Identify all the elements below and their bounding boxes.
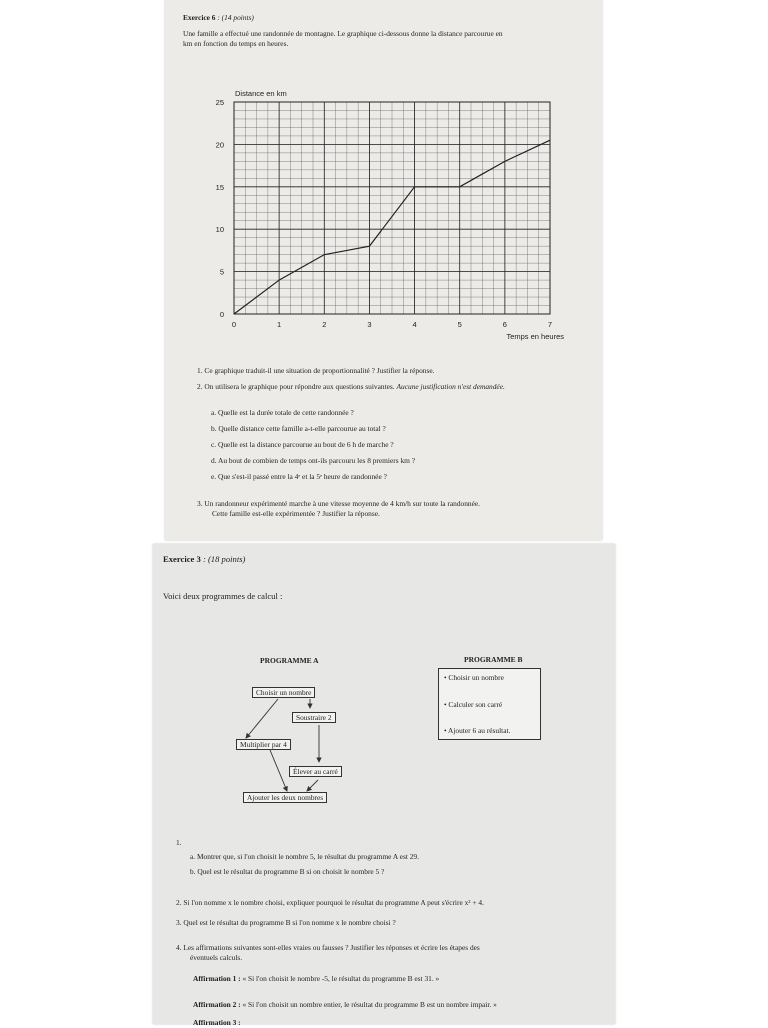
chart-grid-minor — [234, 102, 550, 314]
ex3-question-1: 1. — [176, 838, 182, 847]
ex3-question-1b: b. Quel est le résultat du programme B si on choisit le nombre 5 ? — [190, 867, 385, 876]
ex6-question-2-text: 2. On utilisera le graphique pour répondre aux questions suivantes. — [197, 382, 395, 391]
program-b-title: PROGRAMME B — [464, 655, 523, 664]
affirmation-1-label: Affirmation 1 : — [193, 974, 241, 983]
ex3-points: : (18 points) — [202, 554, 246, 564]
ex6-points: : (14 points) — [217, 13, 254, 22]
affirmation-3 — [193, 1018, 241, 1028]
ex6-question-2c: c. Quelle est la distance parcourue au bout de 6 h de marche ? — [211, 440, 394, 449]
x-tick-label: 1 — [277, 320, 282, 329]
x-tick-label: 0 — [231, 320, 237, 329]
ex3-question-2: 2. Si l'on nomme x le nombre choisi, expliquer pourquoi le résultat du programme A peut s'écrire x² + 4. — [176, 898, 484, 907]
ex3-question-3: 3. Quel est le résultat du programme B si l'on nomme x le nombre choisi ? — [176, 918, 396, 927]
ex6-question-2b: b. Quelle distance cette famille a-t-elle parcourue au total ? — [211, 424, 386, 433]
ex6-question-2a: a. Quelle est la durée totale de cette randonnée ? — [211, 408, 354, 417]
y-tick-label: 5 — [219, 267, 224, 277]
y-tick-label: 0 — [219, 310, 224, 319]
x-tick-label: 5 — [457, 320, 462, 329]
ex3-intro: Voici deux programmes de calcul : — [163, 591, 283, 601]
y-tick-label: 10 — [215, 225, 224, 235]
program-a-step-subtract: Soustraire 2 — [292, 712, 336, 723]
y-tick-label: 15 — [215, 182, 224, 192]
x-axis-label: Temps en heures — [506, 332, 564, 341]
ex3-question-4-line1: 4. Les affirmations suivantes sont-elles vraies ou fausses ? Justifier les réponses et écrire les étapes des — [176, 943, 480, 952]
x-tick-label: 6 — [502, 320, 507, 329]
ex6-intro-line1: Une famille a effectué une randonnée de montagne. Le graphique ci-dessous donne la distance parcourue en — [183, 29, 503, 38]
ex6-question-3-line1: 3. Un randonneur expérimenté marche à une vitesse moyenne de 4 km/h sur toute la randonnée. — [197, 499, 481, 508]
ex3-title — [163, 553, 245, 565]
ex6-intro-line2: km en fonction du temps en heures. — [183, 39, 289, 48]
x-tick-label: 4 — [412, 320, 417, 329]
ex6-title — [183, 13, 254, 23]
affirmation-3-label: Affirmation 3 : — [193, 1018, 241, 1027]
affirmation-2-text: « Si l'on choisit un nombre entier, le résultat du programme B est un nombre impair. » — [242, 1000, 497, 1009]
ex6-question-2-note: Aucune justification n'est demandée. — [396, 382, 505, 391]
ex6-heading: Exercice 6 — [183, 13, 216, 22]
ex6-question-3-line2: Cette famille est-elle expérimentée ? Justifier la réponse. — [212, 509, 380, 518]
x-tick-label: 3 — [367, 320, 372, 329]
program-a-step-square: Élever au carré — [289, 766, 342, 777]
ex6-question-1: 1. Ce graphique traduit-il une situation de proportionnalité ? Justifier la réponse. — [197, 366, 435, 375]
program-b-step-1: • Choisir un nombre — [444, 673, 504, 682]
affirmation-2-label: Affirmation 2 : — [193, 1000, 241, 1009]
ex3-heading: Exercice 3 — [163, 554, 201, 564]
y-tick-label: 25 — [215, 98, 224, 107]
program-a-step-multiply: Multiplier par 4 — [236, 739, 291, 750]
affirmation-1 — [193, 974, 439, 984]
x-tick-label: 2 — [322, 320, 327, 329]
distance-time-chart — [195, 84, 565, 346]
program-b-box — [438, 668, 541, 740]
ex6-question-2d: d. Au bout de combien de temps ont-ils parcouru les 8 premiers km ? — [211, 456, 416, 465]
y-axis-label: Distance en km — [235, 89, 287, 98]
y-tick-label: 20 — [215, 140, 224, 150]
program-b-step-2: • Calculer son carré — [444, 700, 503, 709]
ex3-question-1a: a. Montrer que, si l'on choisit le nombre 5, le résultat du programme A est 29. — [190, 852, 419, 861]
affirmation-1-text: « Si l'on choisit le nombre -5, le résultat du programme B est 31. » — [242, 974, 440, 983]
ex6-question-2e: e. Que s'est-il passé entre la 4ᵉ et la 5ᵉ heure de randonnée ? — [211, 472, 387, 481]
affirmation-2 — [193, 1000, 497, 1010]
program-b-step-3: • Ajouter 6 au résultat. — [444, 726, 511, 735]
program-a-step-add: Ajouter les deux nombres — [243, 792, 327, 803]
program-a-step-choose: Choisir un nombre — [252, 687, 315, 698]
ex3-question-4-line2: éventuels calculs. — [190, 953, 243, 962]
x-tick-label: 7 — [547, 320, 553, 329]
program-a-title: PROGRAMME A — [260, 656, 319, 665]
chart-ticks — [216, 98, 552, 329]
ex6-question-2 — [197, 382, 505, 392]
